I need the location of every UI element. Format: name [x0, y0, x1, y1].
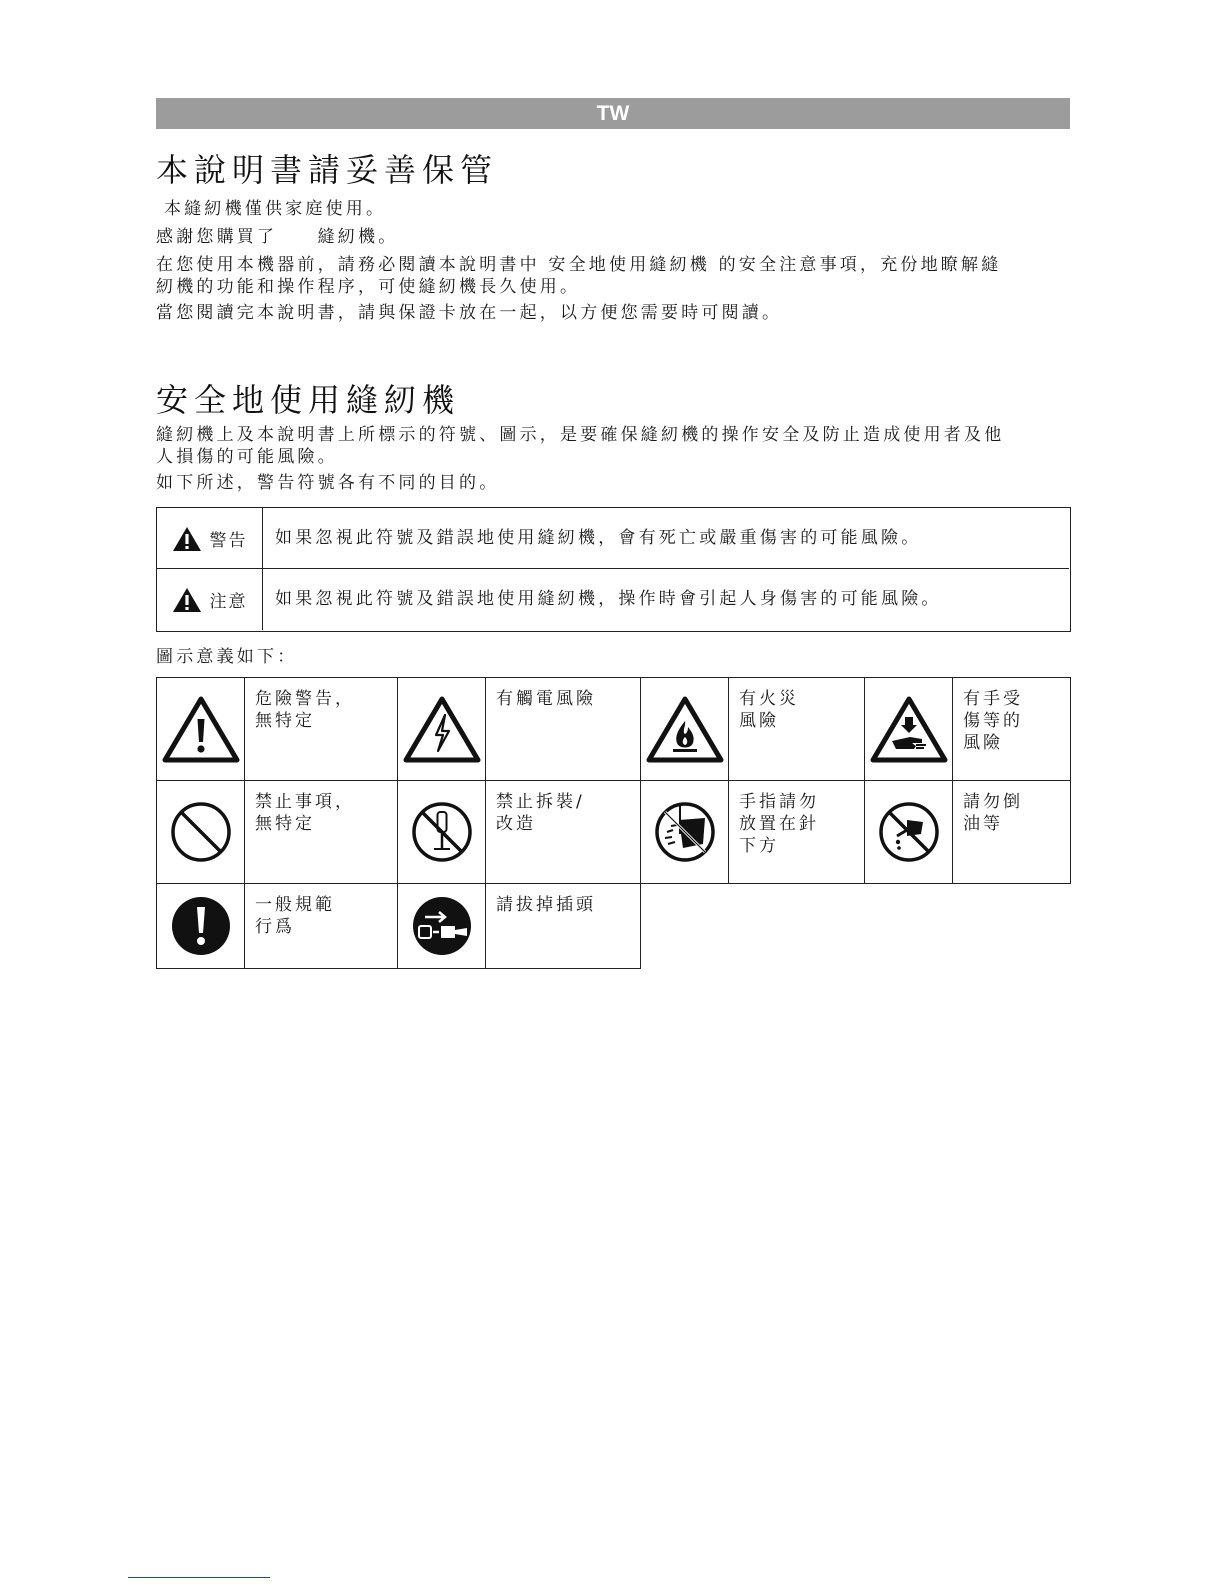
warning-label-cell — [157, 508, 263, 569]
symbol-icon-cell — [864, 677, 953, 781]
symbol-label-line: 下方 — [739, 836, 779, 856]
symbol-label-line: 油等 — [963, 814, 1003, 834]
symbol-label-line: 禁止事項， — [255, 792, 355, 812]
symbol-icon-cell — [156, 677, 245, 781]
symbol-label-line: 請拔掉插頭 — [496, 895, 596, 915]
symbol-label-line: 有觸電風險 — [496, 689, 596, 709]
symbol-text-cell — [244, 677, 398, 781]
symbol-text-cell — [485, 780, 641, 884]
symbol-icon-cell — [397, 780, 486, 884]
no-fingers-under-needle-icon — [653, 800, 717, 864]
general-warning-icon — [162, 695, 240, 763]
no-oil-icon — [877, 800, 941, 864]
warning-label: 警告 — [209, 531, 248, 551]
electric-shock-icon — [403, 695, 481, 763]
general-prohibition-icon — [169, 800, 233, 864]
safety-title: 安全地使用縫紉機 — [156, 381, 461, 419]
symbol-icon-cell — [397, 883, 486, 969]
symbol-label-line: 風險 — [739, 711, 779, 731]
symbol-text-cell — [728, 677, 865, 781]
symbol-text-cell — [485, 883, 641, 969]
symbol-table — [156, 677, 1071, 969]
symbol-text-cell — [728, 780, 865, 884]
symbol-label-line: 改造 — [496, 814, 536, 834]
symbol-label-line: 放置在針 — [739, 814, 819, 834]
intro-keep-manual: 當您閱讀完本說明書，請與保證卡放在一起，以方便您需要時可閱讀。 — [156, 303, 783, 323]
intro-title: 本說明書請妥善保管 — [156, 151, 499, 189]
symbol-label-line: 無特定 — [255, 814, 315, 834]
footer-rule — [128, 1577, 270, 1578]
fire-icon — [646, 695, 724, 763]
caution-label: 注意 — [209, 592, 248, 612]
no-disassembly-icon — [410, 800, 474, 864]
symbol-text-cell — [952, 677, 1071, 781]
symbols-heading: 圖示意義如下： — [156, 647, 298, 667]
warning-level-row — [157, 508, 1069, 569]
caution-level-row — [157, 569, 1069, 630]
warning-level-table — [156, 507, 1071, 632]
symbol-text-cell — [244, 883, 398, 969]
safety-para-line-1: 縫紉機上及本說明書上所標示的符號、圖示，是要確保縫紉機的操作安全及防止造成使用者及他 — [156, 425, 1005, 445]
symbol-label-line: 請勿倒 — [963, 792, 1023, 812]
warning-description: 如果忽視此符號及錯誤地使用縫紉機，會有死亡或嚴重傷害的可能風險。 — [275, 528, 922, 548]
caution-description: 如果忽視此符號及錯誤地使用縫紉機，操作時會引起人身傷害的可能風險。 — [275, 589, 942, 609]
caution-triangle-icon — [172, 587, 202, 613]
hand-injury-icon — [870, 695, 948, 763]
symbol-label-line: 無特定 — [255, 711, 315, 731]
safety-para-2: 如下所述，警告符號各有不同的目的。 — [156, 473, 500, 493]
symbol-icon-cell — [640, 677, 729, 781]
symbol-label-line: 風險 — [963, 733, 1003, 753]
language-bar: TW — [156, 98, 1070, 129]
safety-para-line-2: 人損傷的可能風險。 — [156, 447, 338, 467]
symbol-icon-cell — [156, 883, 245, 969]
symbol-icon-cell — [156, 780, 245, 884]
symbol-label-line: 禁止拆裝/ — [496, 792, 585, 812]
symbol-text-cell — [244, 780, 398, 884]
intro-home-use: 本縫紉機僅供家庭使用。 — [164, 199, 387, 219]
symbol-label-line: 危險警告， — [255, 689, 355, 709]
symbol-label-line: 傷等的 — [963, 711, 1023, 731]
intro-thanks: 感謝您購買了 縫紉機。 — [156, 227, 399, 247]
symbol-label-line: 有火災 — [739, 689, 799, 709]
symbol-label-line: 手指請勿 — [739, 792, 819, 812]
warning-triangle-icon — [172, 526, 202, 552]
symbol-text-cell — [485, 677, 641, 781]
symbol-label-line: 有手受 — [963, 689, 1023, 709]
symbol-icon-cell — [864, 780, 953, 884]
symbol-label-line: 一般規範 — [255, 895, 335, 915]
caution-label-cell — [157, 569, 263, 630]
symbol-text-cell — [952, 780, 1071, 884]
unplug-icon — [411, 895, 473, 957]
mandatory-action-icon — [170, 895, 232, 957]
symbol-label-line: 行爲 — [255, 917, 295, 937]
intro-read-line-1: 在您使用本機器前，請務必閱讀本說明書中 安全地使用縫紉機 的安全注意事項，充份地瞭解縫 — [156, 255, 1002, 275]
intro-read-line-2: 紉機的功能和操作程序，可使縫紉機長久使用。 — [156, 277, 581, 297]
symbol-icon-cell — [640, 780, 729, 884]
symbol-icon-cell — [397, 677, 486, 781]
